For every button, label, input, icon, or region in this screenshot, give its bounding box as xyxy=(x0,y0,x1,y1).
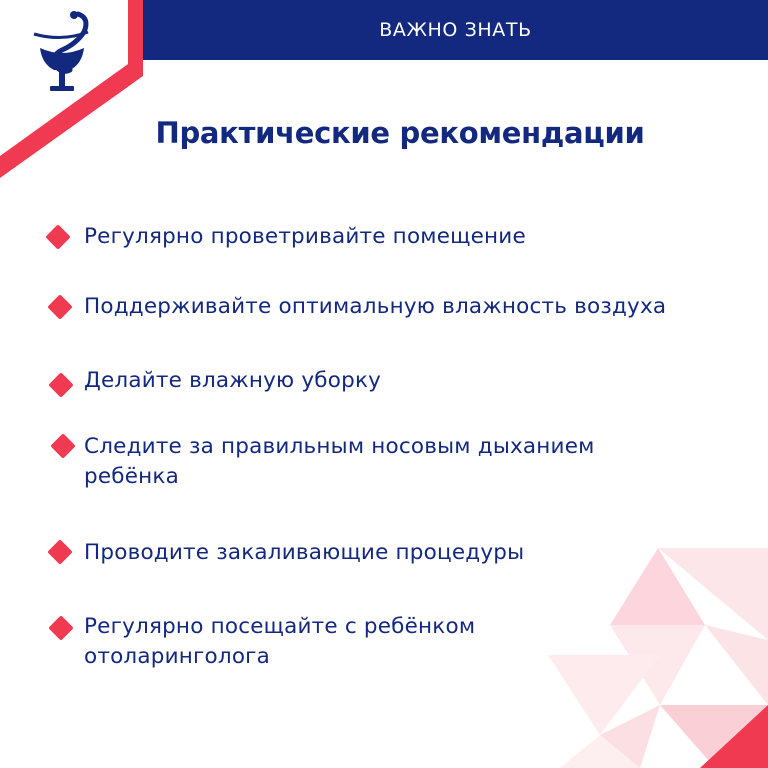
diamond-bullet-icon xyxy=(48,372,73,397)
list-item-text: Регулярно проветривайте помещение xyxy=(84,224,526,249)
banner-label: ВАЖНО ЗНАТЬ xyxy=(379,19,532,41)
list-item-text: Проводите закаливающие процедуры xyxy=(84,540,525,565)
diamond-bullet-icon xyxy=(47,539,72,564)
diamond-bullet-icon xyxy=(45,224,70,249)
diamond-bullet-icon xyxy=(50,433,75,458)
list-item-text: Делайте влажную уборку xyxy=(84,368,382,393)
list-item-text: Следите за правильным носовым дыханием ребёнка xyxy=(84,434,595,489)
diamond-bullet-icon xyxy=(47,294,72,319)
page-title: Практические рекомендации xyxy=(155,116,645,150)
diamond-bullet-icon xyxy=(48,615,73,640)
list-item-text: Поддерживайте оптимальную влажность воздуха xyxy=(84,294,667,319)
list-item-text: Регулярно посещайте с ребёнком отоларинголога xyxy=(84,614,476,669)
